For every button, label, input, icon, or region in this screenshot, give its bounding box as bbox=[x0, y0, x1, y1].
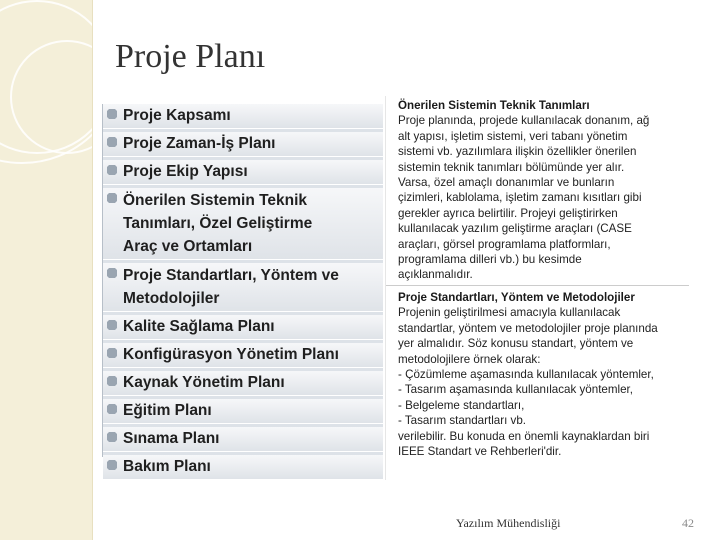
menu-item-label: Sınama Planı bbox=[123, 430, 220, 447]
bullet-icon bbox=[107, 137, 117, 147]
slide-title: Proje Planı bbox=[115, 38, 266, 75]
bullet-icon bbox=[107, 404, 117, 414]
menu-item-label: Proje Ekip Yapısı bbox=[123, 163, 248, 180]
menu-item-label: Konfigürasyon Yönetim Planı bbox=[123, 346, 339, 363]
menu-item-standards[interactable] bbox=[103, 263, 383, 312]
menu-item-configuration[interactable] bbox=[103, 343, 383, 368]
section-line: Proje planında, projede kullanılacak donanım, ağ bbox=[398, 114, 650, 128]
section-line: standartlar, yöntem ve metodolojiler proje planında bbox=[398, 321, 658, 335]
bullet-icon bbox=[107, 376, 117, 386]
section-line: açıklanmalıdır. bbox=[398, 268, 473, 282]
section-line: gerekler ayrıca belirtilir. Projeyi geliştirirken bbox=[398, 206, 618, 220]
section-line: sistemi vb. yazılımlara ilişkin özellikler önerilen bbox=[398, 145, 637, 159]
section-line: Varsa, özel amaçlı donanımlar ve bunların bbox=[398, 176, 615, 190]
menu-item-label: Kaynak Yönetim Planı bbox=[123, 374, 285, 391]
menu-item-maintenance[interactable] bbox=[103, 455, 383, 480]
menu-item-testing[interactable] bbox=[103, 427, 383, 452]
section-line: kullanılacak yazılım geliştirme araçları (CASE bbox=[398, 222, 632, 236]
section-line: yer almalıdır. Söz konusu standart, yöntem ve bbox=[398, 337, 634, 351]
section-line: sistemin teknik tanımları bölümünde yer alır. bbox=[398, 160, 625, 174]
side-divider bbox=[92, 0, 93, 540]
section-line: - Çözümleme aşamasında kullanılacak yöntemler, bbox=[398, 367, 654, 381]
section-heading: Önerilen Sistemin Teknik Tanımları bbox=[398, 99, 590, 112]
section-line: alt yapısı, işletim sistemi, veri tabanı yönetim bbox=[398, 129, 628, 143]
menu-item-schedule[interactable] bbox=[103, 132, 383, 157]
bullet-icon bbox=[107, 348, 117, 358]
menu-item-label: Bakım Planı bbox=[123, 458, 211, 475]
menu-item-training[interactable] bbox=[103, 399, 383, 424]
menu-item-label: Proje Standartları, Yöntem ve bbox=[123, 267, 339, 284]
bullet-icon bbox=[107, 432, 117, 442]
menu-item-scope[interactable] bbox=[103, 104, 383, 129]
menu-item-quality[interactable] bbox=[103, 315, 383, 340]
section-line: programlama dilleri vb.) bu kesimde bbox=[398, 253, 582, 267]
bullet-icon bbox=[107, 320, 117, 330]
menu-item-label: Araç ve Ortamları bbox=[123, 238, 253, 255]
section-heading: Proje Standartları, Yöntem ve Metodolojiler bbox=[398, 290, 635, 304]
footer-text: Yazılım Mühendisliği bbox=[456, 516, 561, 530]
section-line: Projenin geliştirilmesi amacıyla kullanılacak bbox=[398, 306, 621, 320]
menu-item-label: Kalite Sağlama Planı bbox=[123, 318, 275, 335]
bullet-icon bbox=[107, 460, 117, 470]
section-line: çizimleri, kablolama, işletim zamanı kısıtları gibi bbox=[398, 191, 642, 205]
menu-item-label: Metodolojiler bbox=[123, 290, 220, 307]
menu-item-label: Tanımları, Özel Geliştirme bbox=[123, 215, 313, 232]
menu-item-resources[interactable] bbox=[103, 371, 383, 396]
page-number: 42 bbox=[682, 516, 694, 530]
menu-item-label: Önerilen Sistemin Teknik bbox=[123, 192, 308, 209]
section-line: IEEE Standart ve Rehberleri'dir. bbox=[398, 444, 562, 458]
description-section-standards bbox=[386, 288, 689, 459]
bullet-icon bbox=[107, 268, 117, 278]
description-panel bbox=[385, 96, 689, 480]
section-divider bbox=[386, 285, 689, 286]
menu-item-team[interactable] bbox=[103, 160, 383, 185]
decorative-side-band bbox=[0, 0, 92, 540]
bullet-icon bbox=[107, 109, 117, 119]
section-line: - Belgeleme standartları, bbox=[398, 398, 525, 412]
menu-item-technical-definitions[interactable] bbox=[103, 188, 383, 260]
menu-item-label: Eğitim Planı bbox=[123, 402, 212, 419]
bullet-icon bbox=[107, 193, 117, 203]
section-line: metodolojilere örnek olarak: bbox=[398, 352, 541, 366]
section-line: - Tasarım aşamasında kullanılacak yöntemler, bbox=[398, 383, 633, 397]
menu-item-label: Proje Kapsamı bbox=[123, 107, 231, 124]
section-line: verilebilir. Bu konuda en önemli kaynaklardan biri bbox=[398, 429, 650, 443]
section-line: - Tasarım standartları vb. bbox=[398, 414, 527, 428]
menu-item-label: Proje Zaman-İş Planı bbox=[123, 135, 276, 152]
section-line: araçları, görsel programlama platformları, bbox=[398, 237, 611, 251]
project-plan-menu bbox=[102, 104, 383, 475]
description-section-technical bbox=[386, 96, 689, 283]
bullet-icon bbox=[107, 165, 117, 175]
